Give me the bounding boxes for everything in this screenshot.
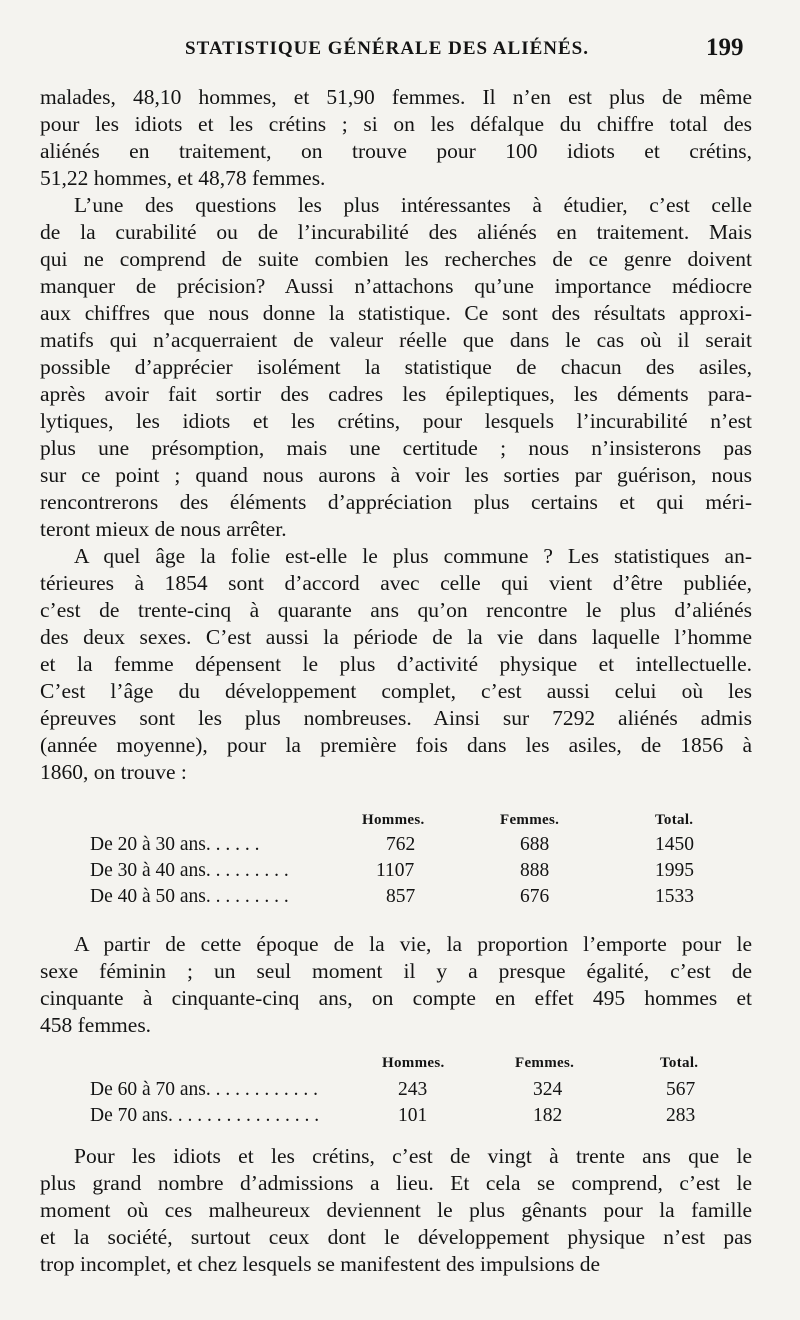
paragraph-1 <box>40 84 752 192</box>
text-line: possible d’apprécier isolément la statistique de chacun des asiles, <box>40 355 752 379</box>
text-line: de la curabilité ou de l’incurabilité des aliénés en traitement. Mais <box>40 220 752 244</box>
text-line: plus grand nombre d’admissions a lieu. Et cela se comprend, c’est le <box>40 1171 752 1195</box>
text-line: cinquante à cinquante-cinq ans, on compte en effet 495 hommes et <box>40 986 752 1010</box>
table-row <box>0 1079 800 1105</box>
text-line: manquer de précision? Aussi n’attachons qu’une importance médiocre <box>40 274 752 298</box>
text-line: aliénés en traitement, on trouve pour 100 idiots et crétins, <box>40 139 752 163</box>
text-line: aux chiffres que nous donne la statistique. Ce sont des résultats approxi- <box>40 301 752 325</box>
text-line: après avoir fait sortir des cadres les épileptiques, les déments para- <box>40 382 752 406</box>
text-line: matifs qui n’acquerraient de valeur réelle que dans le cas où il serait <box>40 328 752 352</box>
cell-total: 283 <box>666 1105 696 1126</box>
text-line: A partir de cette époque de la vie, la proportion l’emporte pour le <box>74 932 752 956</box>
cell-hommes: 1107 <box>376 860 415 881</box>
table-row <box>0 834 800 860</box>
page-number: 199 <box>706 34 744 61</box>
text-line: lytiques, les idiots et les crétins, pour lesquels l’incurabilité n’est <box>40 409 752 433</box>
cell-hommes: 762 <box>386 834 416 855</box>
paragraph-2 <box>40 192 752 543</box>
cell-hommes: 101 <box>398 1105 428 1126</box>
text-line: Pour les idiots et les crétins, c’est de vingt à trente ans que le <box>74 1144 752 1168</box>
text-line: sexe féminin ; un seul moment il y a presque égalité, c’est de <box>40 959 752 983</box>
cell-femmes: 676 <box>520 886 550 907</box>
column-header-hommes: Hommes. <box>362 812 425 828</box>
text-line: 458 femmes. <box>40 1013 152 1037</box>
text-line: C’est l’âge du développement complet, c’est aussi celui où les <box>40 679 752 703</box>
cell-total: 1450 <box>655 834 694 855</box>
paragraph-3 <box>40 543 752 786</box>
cell-hommes: 857 <box>386 886 416 907</box>
column-header-total: Total. <box>655 812 694 828</box>
text-line: malades, 48,10 hommes, et 51,90 femmes. Il n’en est plus de même <box>40 85 752 109</box>
text-line: des deux sexes. C’est aussi la période de la vie dans laquelle l’homme <box>40 625 752 649</box>
column-header-femmes: Femmes. <box>500 812 560 828</box>
row-label: De 20 à 30 ans. . . . . . <box>90 834 260 855</box>
text-line: c’est de trente-cinq à quarante ans qu’on rencontre le plus d’aliénés <box>40 598 752 622</box>
cell-femmes: 688 <box>520 834 550 855</box>
column-header-hommes: Hommes. <box>382 1055 445 1071</box>
cell-total: 567 <box>666 1079 696 1100</box>
text-line: qui ne comprend de suite combien les recherches de ce genre doivent <box>40 247 752 271</box>
text-line: trop incomplet, et chez lesquels se manifestent des impulsions de <box>40 1252 601 1276</box>
cell-femmes: 888 <box>520 860 550 881</box>
text-line: 1860, on trouve : <box>40 760 187 784</box>
column-header-femmes: Femmes. <box>515 1055 575 1071</box>
table-row <box>0 1105 800 1131</box>
table-row <box>0 886 800 912</box>
table-row <box>0 860 800 886</box>
text-line: 51,22 hommes, et 48,78 femmes. <box>40 166 326 190</box>
text-line: L’une des questions les plus intéressantes à étudier, c’est celle <box>74 193 752 217</box>
text-line: (année moyenne), pour la première fois dans les asiles, de 1856 à <box>40 733 752 757</box>
cell-femmes: 324 <box>533 1079 563 1100</box>
text-line: pour les idiots et les crétins ; si on les défalque du chiffre total des <box>40 112 752 136</box>
row-label: De 40 à 50 ans. . . . . . . . . <box>90 886 289 907</box>
text-line: teront mieux de nous arrêter. <box>40 517 287 541</box>
text-line: moment où ces malheureux deviennent le plus gênants pour la famille <box>40 1198 752 1222</box>
cell-femmes: 182 <box>533 1105 563 1126</box>
text-line: et la société, surtout ceux dont le développement physique n’est pas <box>40 1225 752 1249</box>
running-title: STATISTIQUE GÉNÉRALE DES ALIÉNÉS. <box>185 38 589 59</box>
text-line: A quel âge la folie est-elle le plus commune ? Les statistiques an- <box>74 544 752 568</box>
column-header-total: Total. <box>660 1055 699 1071</box>
row-label: De 70 ans. . . . . . . . . . . . . . . . <box>90 1105 320 1126</box>
row-label: De 60 à 70 ans. . . . . . . . . . . . <box>90 1079 319 1100</box>
cell-total: 1533 <box>655 886 694 907</box>
paragraph-5 <box>40 1143 752 1278</box>
text-line: plus une présomption, mais une certitude ; nous n’insisterons pas <box>40 436 752 460</box>
paragraph-4 <box>40 931 752 1039</box>
text-line: sur ce point ; quand nous aurons à voir les sorties par guérison, nous <box>40 463 752 487</box>
row-label: De 30 à 40 ans. . . . . . . . . <box>90 860 289 881</box>
text-line: et la femme dépensent le plus d’activité physique et intellectuelle. <box>40 652 752 676</box>
cell-hommes: 243 <box>398 1079 428 1100</box>
text-line: épreuves sont les plus nombreuses. Ainsi sur 7292 aliénés admis <box>40 706 752 730</box>
text-line: rencontrerons des éléments d’appréciation plus certains et qui méri- <box>40 490 752 514</box>
cell-total: 1995 <box>655 860 694 881</box>
text-line: térieures à 1854 sont d’accord avec celle qui vient d’être publiée, <box>40 571 752 595</box>
